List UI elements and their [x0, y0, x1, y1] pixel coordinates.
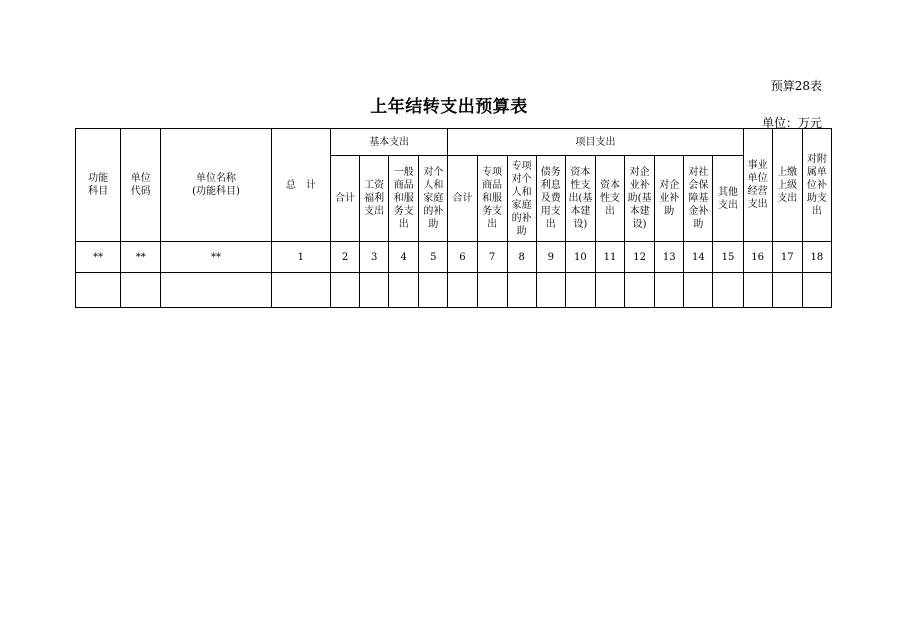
index-cell: ** — [161, 242, 271, 273]
header-project-total: 合计 — [448, 156, 477, 242]
data-cell[interactable] — [743, 273, 772, 308]
header-personal-subsidy: 对个人和家庭的补助 — [419, 156, 448, 242]
data-cell[interactable] — [655, 273, 684, 308]
index-cell: 18 — [802, 242, 831, 273]
header-special-goods: 专项商品和服务支出 — [477, 156, 507, 242]
index-cell: 7 — [477, 242, 507, 273]
data-cell[interactable] — [713, 273, 743, 308]
index-cell: 8 — [507, 242, 536, 273]
index-row — [76, 242, 832, 273]
header-unit-name-line1: 单位名称 — [196, 173, 237, 184]
data-cell[interactable] — [625, 273, 655, 308]
data-cell[interactable] — [565, 273, 595, 308]
data-cell[interactable] — [161, 273, 271, 308]
index-cell: 11 — [595, 242, 624, 273]
unit-label: 单位：万元 — [761, 116, 822, 130]
header-unit-name — [161, 129, 271, 242]
header-social-security: 对社会保障基金补助 — [684, 156, 713, 242]
header-debt-interest: 债务利息及费用支出 — [536, 156, 565, 242]
data-row — [76, 273, 832, 308]
budget-table — [75, 128, 832, 308]
data-cell[interactable] — [360, 273, 389, 308]
header-other: 其他支出 — [713, 156, 743, 242]
data-cell[interactable] — [477, 273, 507, 308]
index-cell: 9 — [536, 242, 565, 273]
header-higher-level: 上缴上级支出 — [772, 129, 802, 242]
header-wages: 工资福利支出 — [360, 156, 389, 242]
data-cell[interactable] — [419, 273, 448, 308]
header-goods-services: 一般商品和服务支出 — [389, 156, 419, 242]
index-cell: 2 — [330, 242, 359, 273]
index-cell: ** — [76, 242, 121, 273]
index-cell: 16 — [743, 242, 772, 273]
data-cell[interactable] — [684, 273, 713, 308]
data-cell[interactable] — [595, 273, 624, 308]
index-cell: 3 — [360, 242, 389, 273]
form-number: 预算28表 — [770, 79, 822, 93]
data-cell[interactable] — [507, 273, 536, 308]
header-capital: 资本性支出 — [595, 156, 624, 242]
index-cell: 4 — [389, 242, 419, 273]
index-cell: 17 — [772, 242, 802, 273]
index-cell: 13 — [655, 242, 684, 273]
header-enterprise-subsidy: 对企业补助 — [655, 156, 684, 242]
index-cell: 1 — [271, 242, 330, 273]
data-cell[interactable] — [536, 273, 565, 308]
data-cell[interactable] — [76, 273, 121, 308]
header-basic-group: 基本支出 — [330, 129, 447, 156]
data-cell[interactable] — [389, 273, 419, 308]
header-affiliated: 对附属单位补助支出 — [802, 129, 831, 242]
index-cell: ** — [121, 242, 161, 273]
data-cell[interactable] — [330, 273, 359, 308]
header-special-personal: 专项对个人和家庭的补助 — [507, 156, 536, 242]
data-cell[interactable] — [271, 273, 330, 308]
header-basic-total: 合计 — [330, 156, 359, 242]
header-project-group: 项目支出 — [448, 129, 743, 156]
header-unit-code: 单位代码 — [121, 129, 161, 242]
header-business-unit: 事业单位经营支出 — [743, 129, 772, 242]
index-cell: 15 — [713, 242, 743, 273]
header-total: 总 计 — [271, 129, 330, 242]
index-cell: 12 — [625, 242, 655, 273]
data-cell[interactable] — [121, 273, 161, 308]
index-cell: 6 — [448, 242, 477, 273]
header-capital-construction: 资本性支出(基本建设) — [565, 156, 595, 242]
data-cell[interactable] — [448, 273, 477, 308]
header-unit-name-line2: (功能科目) — [192, 186, 240, 197]
index-cell: 5 — [419, 242, 448, 273]
index-cell: 10 — [565, 242, 595, 273]
header-func-subject: 功能科目 — [76, 129, 121, 242]
page-title: 上年结转支出预算表 — [370, 97, 528, 117]
index-cell: 14 — [684, 242, 713, 273]
data-cell[interactable] — [772, 273, 802, 308]
data-cell[interactable] — [802, 273, 831, 308]
header-enterprise-construction: 对企业补助(基本建设) — [625, 156, 655, 242]
